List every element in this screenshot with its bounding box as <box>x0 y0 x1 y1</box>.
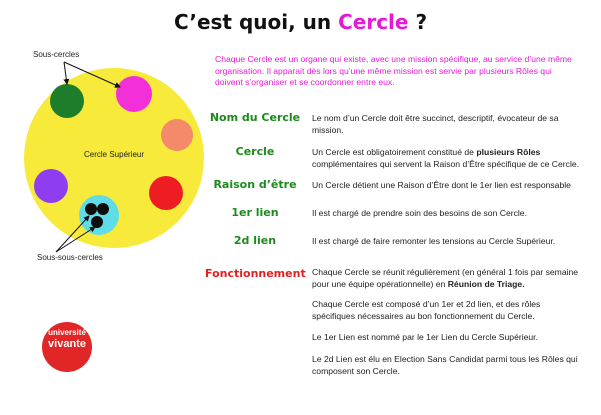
label-sous-cercles: Sous-cercles <box>33 50 80 59</box>
magenta-subcircle <box>116 76 152 112</box>
desc-cercle-post: complémentaires qui servent la Raison d’Être spécifique de ce Cercle. <box>312 158 580 169</box>
term-2d-lien: 2d lien <box>233 234 277 247</box>
logo-line1: université <box>48 328 86 337</box>
term-fonctionnement: Fonctionnement <box>205 267 306 280</box>
term-1er-lien: 1er lien <box>231 206 279 219</box>
desc-2d-lien: Il est chargé de faire remonter les tensions au Cercle Supérieur. <box>312 236 556 246</box>
term-nom-du-cercle: Nom du Cercle <box>209 111 301 124</box>
desc-cercle <box>312 147 584 170</box>
term-raison-d-etre: Raison d’être <box>213 178 297 191</box>
title-highlight: Cercle <box>338 10 409 34</box>
desc-raison-d-etre: Un Cercle détient une Raison d’Être dont le 1er lien est responsable <box>312 180 571 190</box>
orange-subcircle <box>161 119 193 151</box>
fonctionnement-p1-pre: Chaque Cercle se réunit régulièrement (en général 1 fois par semaine pour une équipe opérationnelle) en <box>312 267 579 289</box>
title-prefix: C’est quoi, un <box>173 10 339 34</box>
fonctionnement-p1 <box>312 267 584 290</box>
logo-line2: vivante <box>48 338 86 350</box>
term-cercle: Cercle <box>235 145 275 158</box>
fonctionnement-p4: Le 2d Lien est élu en Election Sans Candidat parmi tous les Rôles qui composent son Cercle. <box>312 354 578 376</box>
fonctionnement-p2: Chaque Cercle est composé d’un 1er et 2d lien, et des rôles spécifiques nécessaires au bon fonctionnement du Cercle. <box>312 299 541 321</box>
sub-sub-circle-1 <box>85 203 97 215</box>
red-subcircle <box>149 176 183 210</box>
sub-sub-circle-3 <box>91 216 103 228</box>
cyan-subcircle <box>79 195 119 235</box>
sub-sub-circle-2 <box>97 203 109 215</box>
green-subcircle <box>50 84 84 118</box>
purple-subcircle <box>34 169 68 203</box>
arrow-to-green <box>64 62 67 84</box>
desc-cercle-bold: plusieurs Rôles <box>476 147 541 157</box>
desc-1er-lien: Il est chargé de prendre soin des besoins de son Cercle. <box>312 208 527 218</box>
desc-cercle-pre: Un Cercle est obligatoirement constitué de <box>312 147 477 157</box>
title-suffix: ? <box>408 10 428 34</box>
intro-text: Chaque Cercle est un organe qui existe, avec une mission spécifique, au service d’une même organisation. Il apparait dès lors qu’une même mission est servie par plusieurs Rôles qui doivent s’organiser et se coordonner entre eux. <box>215 54 572 87</box>
fonctionnement-p1-bold: Réunion de Triage. <box>447 278 525 289</box>
fonctionnement-p3: Le 1er Lien est nommé par le 1er Lien du Cercle Supérieur. <box>312 332 538 342</box>
label-sous-sous-cercles: Sous-sous-cercles <box>37 253 103 262</box>
desc-nom-du-cercle: Le nom d’un Cercle doit être succinct, descriptif, évocateur de sa mission. <box>312 113 559 135</box>
label-cercle-superieur: Cercle Supérieur <box>84 150 145 159</box>
